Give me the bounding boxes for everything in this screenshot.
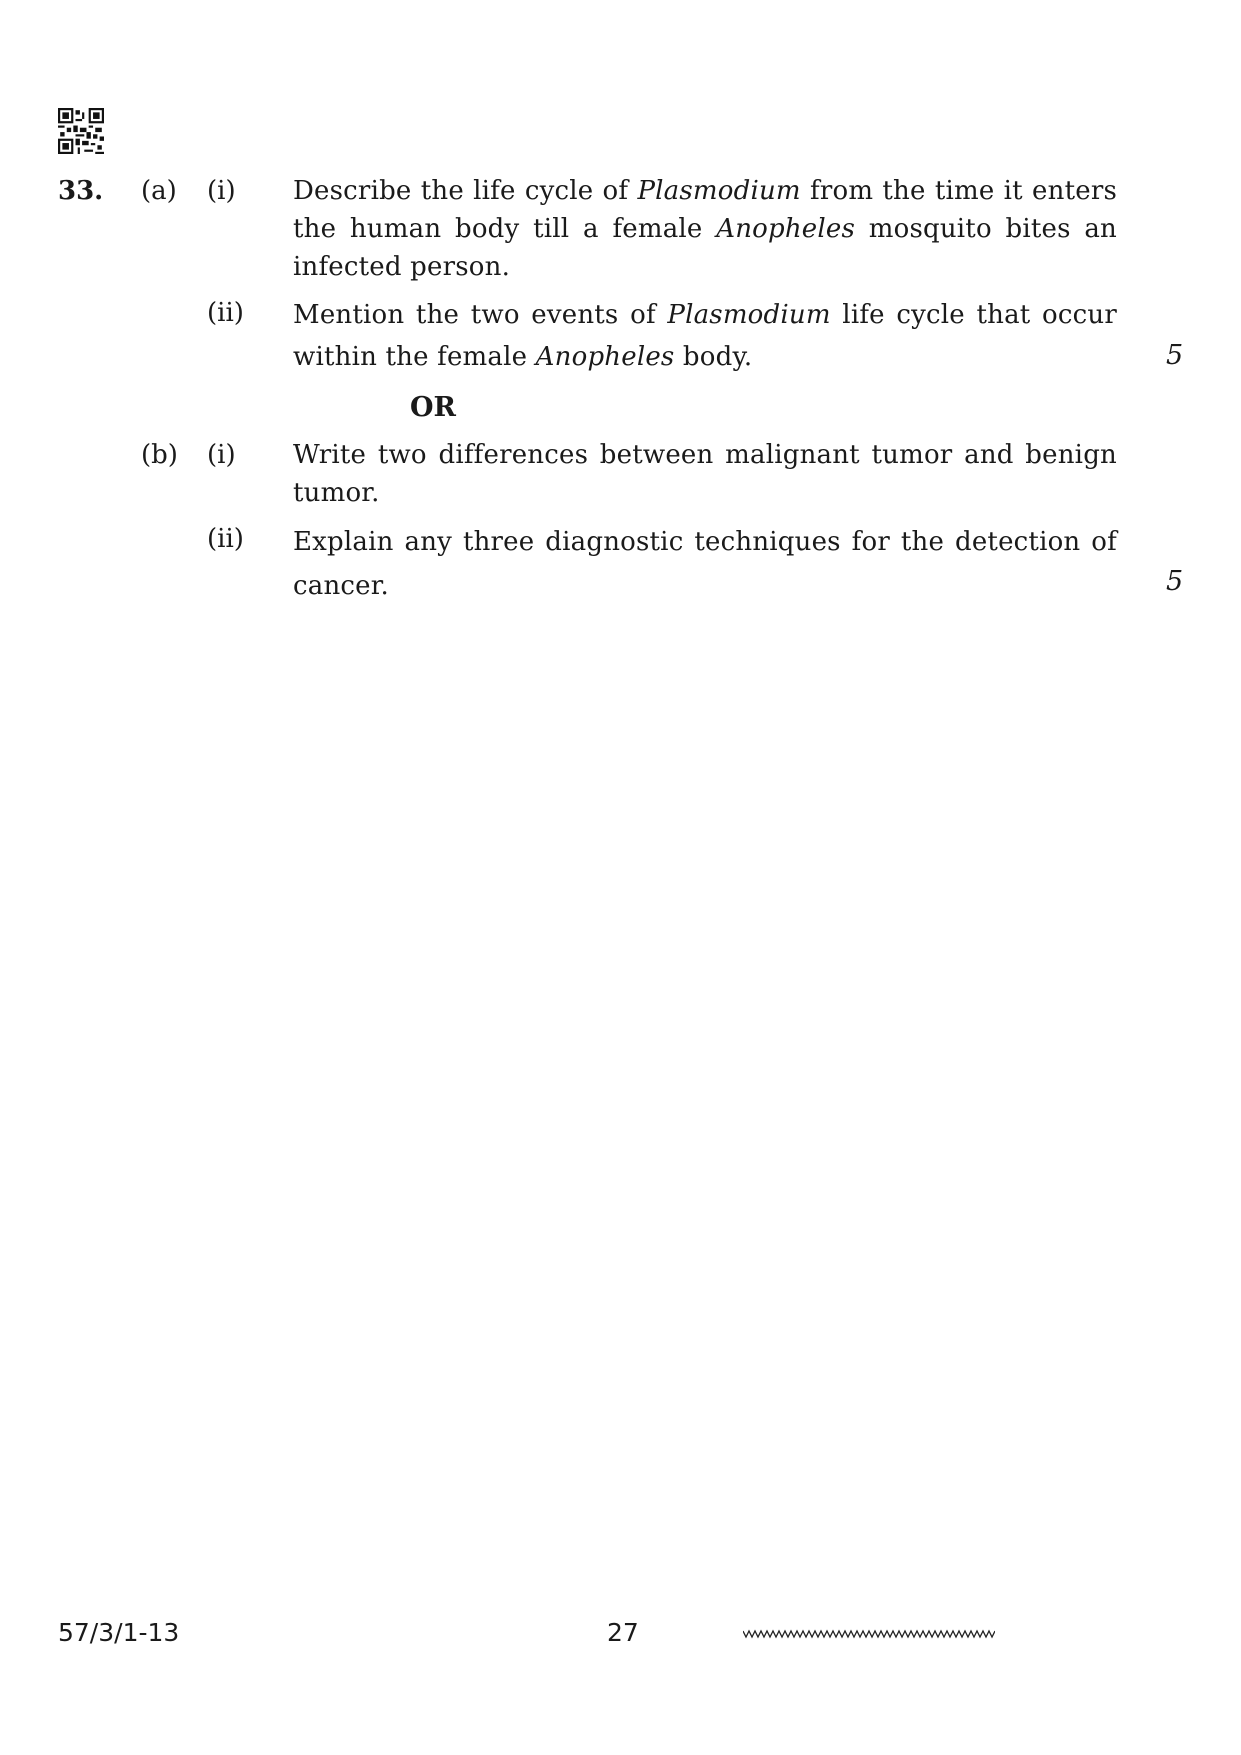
part-a-i-label: (i) <box>207 176 236 206</box>
page-number: 27 <box>607 1618 639 1647</box>
part-a-ii-label: (ii) <box>207 298 244 328</box>
wavy-line-decoration <box>743 1628 995 1640</box>
part-b-label: (b) <box>141 440 178 470</box>
part-b-i-label: (i) <box>207 440 236 470</box>
qr-code-icon <box>58 108 104 154</box>
part-a-marks: 5 <box>1166 340 1184 371</box>
part-b-i-text: Write two differences between malignant tumor and benign tumor. <box>293 440 1117 508</box>
part-a-ii-text: Mention the two events of Plasmodium life cycle that occur within the female Anopheles body. <box>293 300 1117 372</box>
paper-code: 57/3/1-13 <box>58 1618 180 1647</box>
or-separator: OR <box>410 392 456 423</box>
part-a-i-text: Describe the life cycle of Plasmodium from the time it enters the human body till a female Anopheles mosquito bites an infected person. <box>293 176 1117 282</box>
part-b-ii-label: (ii) <box>207 524 244 554</box>
question-number: 33. <box>58 176 104 206</box>
part-a-label: (a) <box>141 176 177 206</box>
part-b-marks: 5 <box>1166 566 1184 597</box>
part-b-ii-text: Explain any three diagnostic techniques for the detection of cancer. <box>293 527 1117 601</box>
